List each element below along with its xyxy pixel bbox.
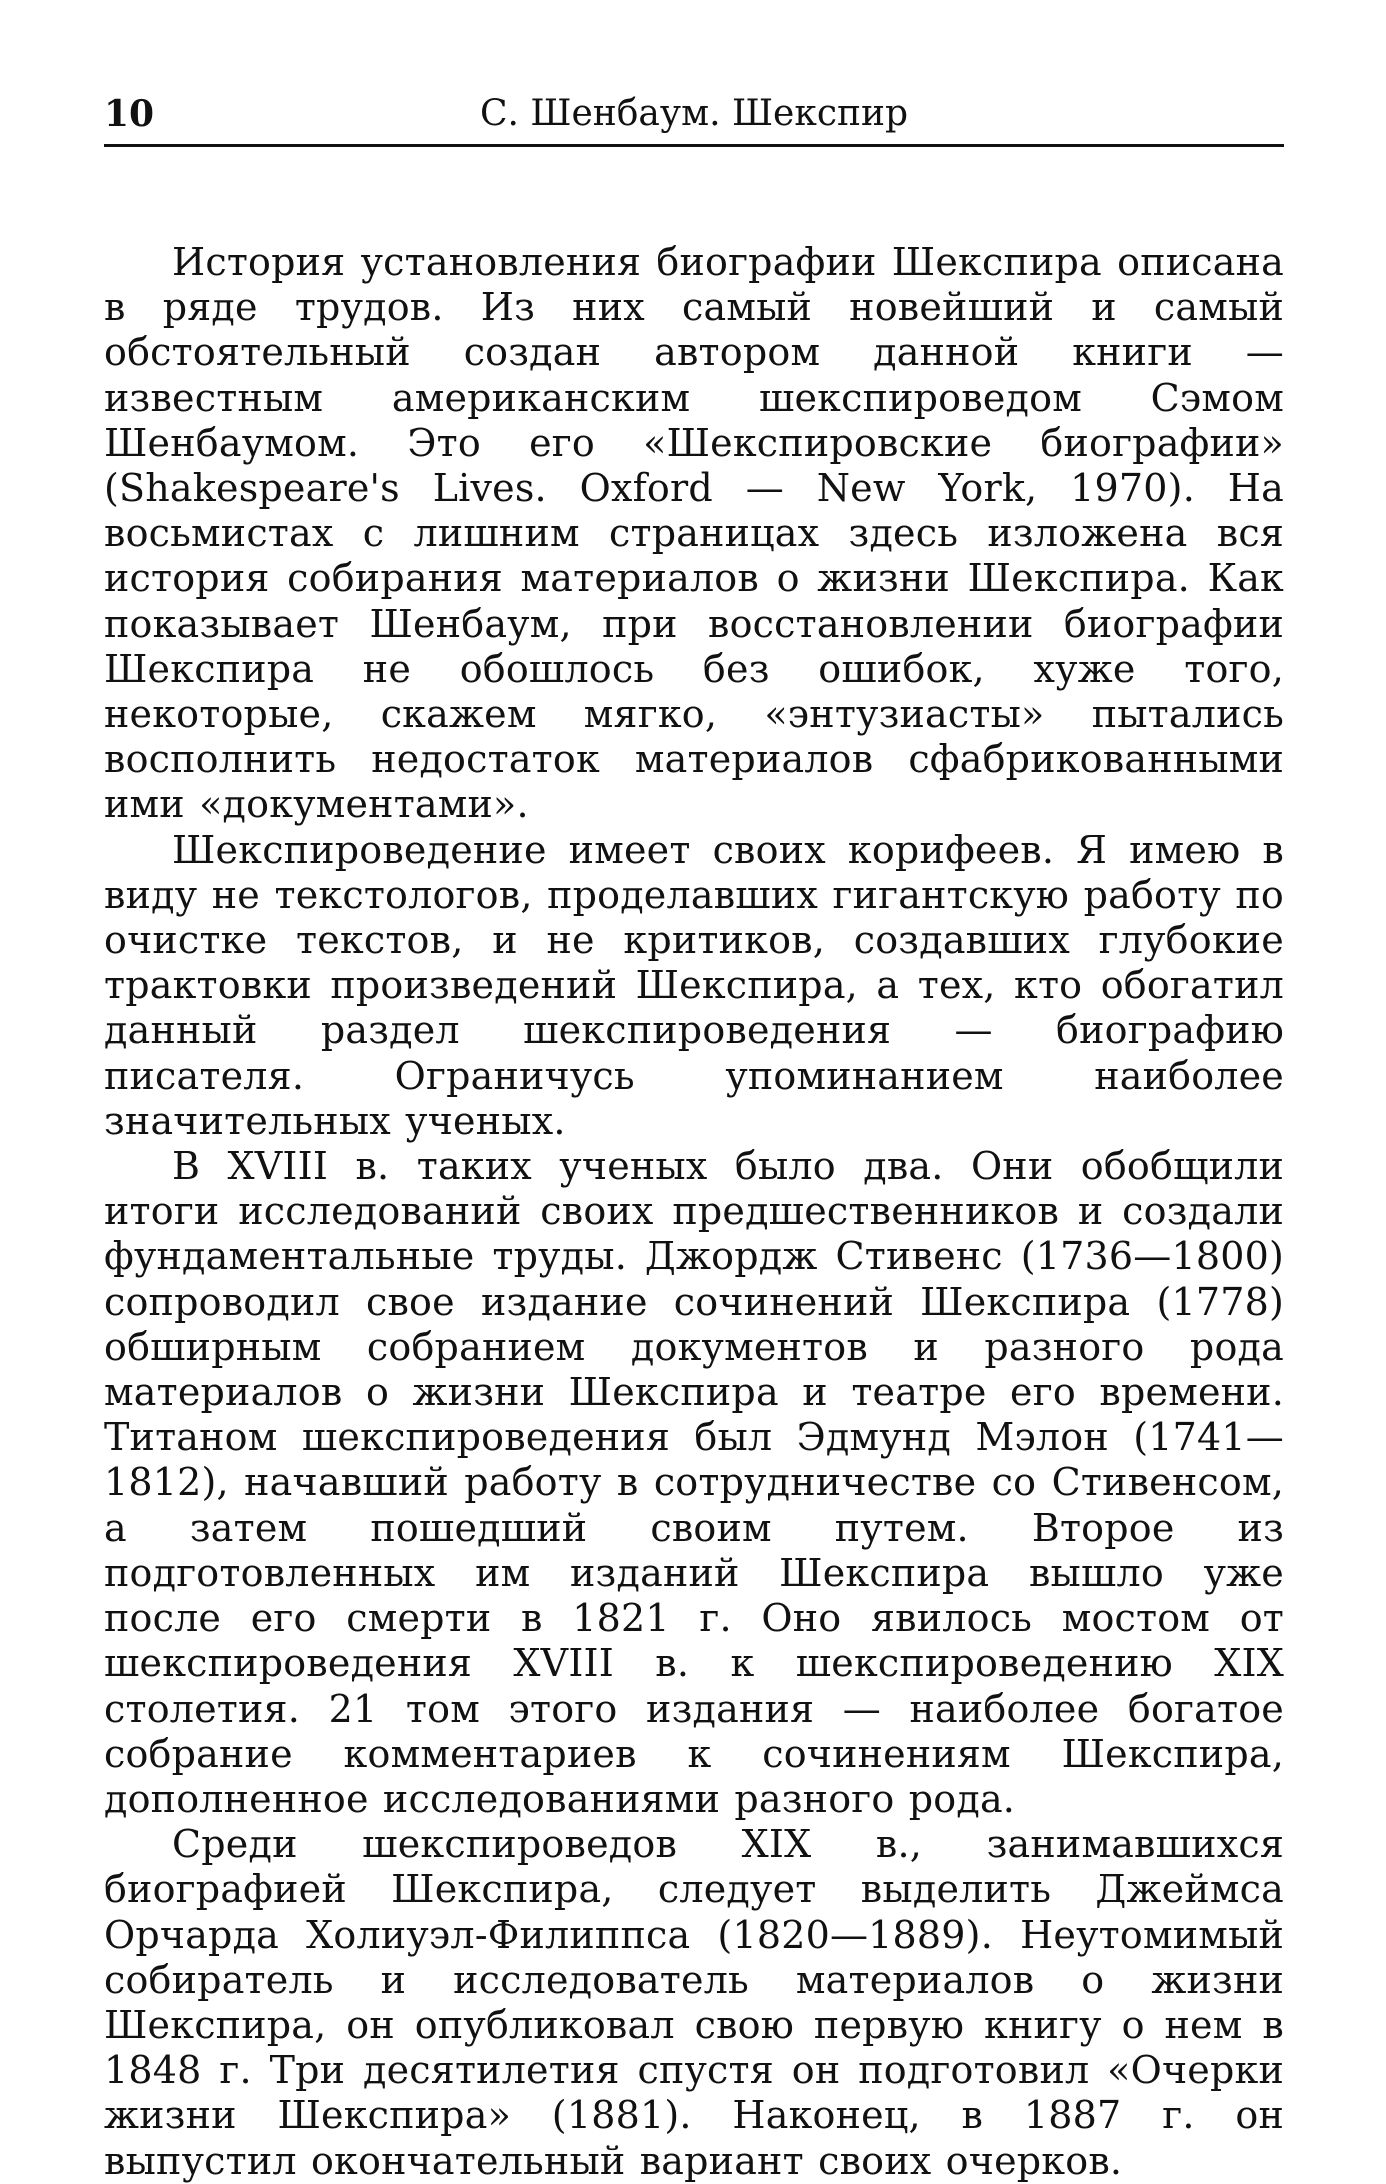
running-head bbox=[104, 84, 1284, 147]
paragraph: Среди шекспироведов XIX в., занимавшихся биографией Шекспира, следует выделить Джеймса Орчарда Холиуэл-Филиппса (1820—1889). Неутомимый собиратель и исследователь материалов о жизни Шекспира, он опубликовал свою первую книгу о нем в 1848 г. Три десятилетия спустя он подготовил «Очерки жизни Шекспира» (1881). Наконец, в 1887 г. он выпустил окончательный вариант своих очерков. bbox=[104, 1822, 1284, 2183]
running-title: С. Шенбаум. Шекспир bbox=[479, 93, 909, 134]
body-text bbox=[104, 240, 1284, 2184]
page-number: 10 bbox=[104, 93, 155, 135]
paragraph: В XVIII в. таких ученых было два. Они обобщили итоги исследований своих предшественников и создали фундаментальные труды. Джордж Стивенс (1736—1800) сопроводил свое издание сочинений Шекспира (1778) обширным собранием документов и разного рода материалов о жизни Шекспира и театре его времени. Титаном шекспироведения был Эдмунд Мэлон (1741—1812), начавший работу в сотрудничестве со Стивенсом, а затем пошедший своим путем. Второе из подготовленных им изданий Шекспира вышло уже после его смерти в 1821 г. Оно явилось мостом от шекспироведения XVIII в. к шекспироведению XIX столетия. 21 том этого издания — наиболее богатое собрание комментариев к сочинениям Шекспира, дополненное исследованиями разного рода. bbox=[104, 1144, 1284, 1821]
paragraph: История установления биографии Шекспира описана в ряде трудов. Из них самый новейший и самый обстоятельный создан автором данной книги — известным американским шекспироведом Сэмом Шенбаумом. Это его «Шекспировские биографии» (Shakespeare's Lives. Oxford — New York, 1970). На восьмистах с лишним страницах здесь изложена вся история собирания материалов о жизни Шекспира. Как показывает Шенбаум, при восстановлении биографии Шекспира не обошлось без ошибок, хуже того, некоторые, скажем мягко, «энтузиасты» пытались восполнить недостаток материалов сфабрикованными ими «документами». bbox=[104, 240, 1284, 827]
paragraph: Шекспироведение имеет своих корифеев. Я имею в виду не текстологов, проделавших гигантскую работу по очистке текстов, и не критиков, создавших глубокие трактовки произведений Шекспира, а тех, кто обогатил данный раздел шекспироведения — биографию писателя. Ограничусь упоминанием наиболее значительных ученых. bbox=[104, 827, 1284, 1143]
